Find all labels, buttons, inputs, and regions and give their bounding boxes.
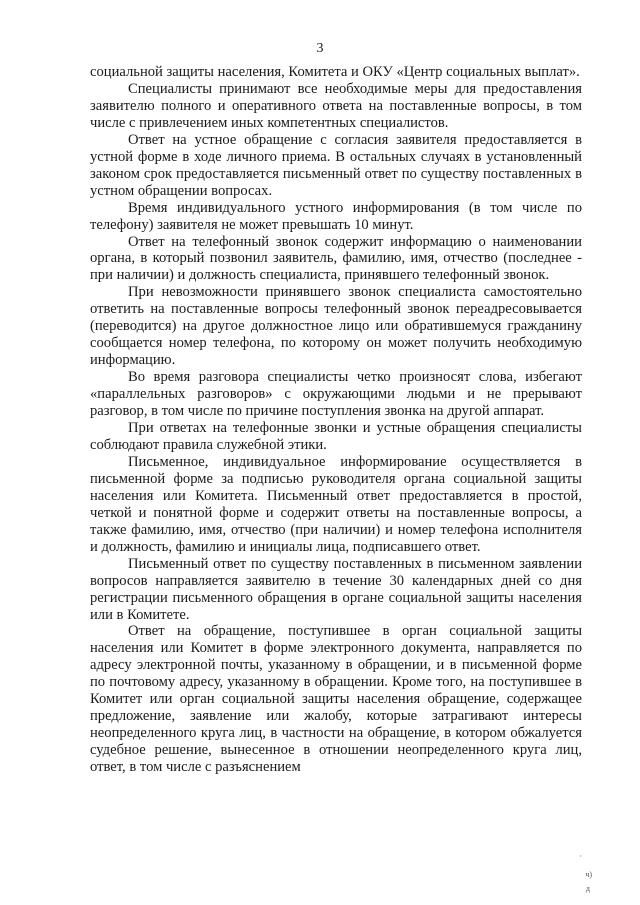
paragraph: Специалисты принимают все необходимые меры для предоставления заявителю полного и оперативного ответа на поставленные вопросы, в том числе с привлечением иных компетентных специалистов. — [90, 80, 582, 131]
page-number: 3 — [316, 41, 324, 56]
paragraph: Ответ на устное обращение с согласия заявителя предоставляется в устной форме в ходе личного приема. В остальных случаях в установленный законом срок предоставляется письменный ответ по существу поставленных в устном обращении вопросах. — [90, 131, 582, 199]
paragraph: Ответ на телефонный звонок содержит информацию о наименовании органа, в который позвонил заявитель, фамилию, имя, отчество (последнее - при наличии) и должность специалиста, принявшего телефонный звонок. — [90, 233, 582, 284]
paragraph: При невозможности принявшего звонок специалиста самостоятельно ответить на поставленные вопросы телефонный звонок переадресовывается (переводится) на другое должностное лицо или обратившемуся гражданину сообщается номер телефона, по которому он может получить необходимую информацию. — [90, 284, 582, 369]
margin-mark: · — [579, 852, 582, 861]
paragraph: При ответах на телефонные звонки и устные обращения специалисты соблюдают правила служебной этики. — [90, 420, 582, 453]
paragraph: Письменный ответ по существу поставленных в письменном заявлении вопросов направляется заявителю в течение 30 календарных дней со дня регистрации письменного обращения в органе социальной защиты населения или в Комитете. — [90, 555, 582, 623]
document-body — [90, 64, 582, 776]
margin-mark: д — [585, 884, 590, 893]
paragraph: Письменное, индивидуальное информирование осуществляется в письменной форме за подписью руководителя органа социальной защиты населения или Комитета. Письменный ответ предоставляется в простой, четкой и понятной форме и содержит ответы на поставленные вопросы, а также фамилию, имя, отчество (при наличии) и номер телефона исполнителя и должность, фамилию и инициалы лица, подписавшего ответ. — [90, 453, 582, 555]
paragraph: Время индивидуального устного информирования (в том числе по телефону) заявителя не может превышать 10 минут. — [90, 199, 582, 233]
paragraph-continuation: социальной защиты населения, Комитета и ОКУ «Центр социальных выплат». — [90, 64, 580, 80]
margin-mark: ч) — [585, 870, 592, 879]
paragraph: Во время разговора специалисты четко произносят слова, избегают «параллельных разговоров» с окружающими людьми и не прерывают разговор, в том числе по причине поступления звонка на другой аппарат. — [90, 369, 582, 420]
paragraph: Ответ на обращение, поступившее в орган социальной защиты населения или Комитет в форме электронного документа, направляется по адресу электронной почты, указанному в обращении, и в письменной форме по почтовому адресу, указанному в обращении. Кроме того, на поступившее в Комитет или орган социальной защиты населения обращение, содержащее предложение, заявление или жалобу, которые затрагивают интересы неопределенного круга лиц, в частности на обращение, в котором обжалуется судебное решение, вынесенное в отношении неопределенного круга лиц, ответ, в том числе с разъяснением — [90, 623, 582, 776]
